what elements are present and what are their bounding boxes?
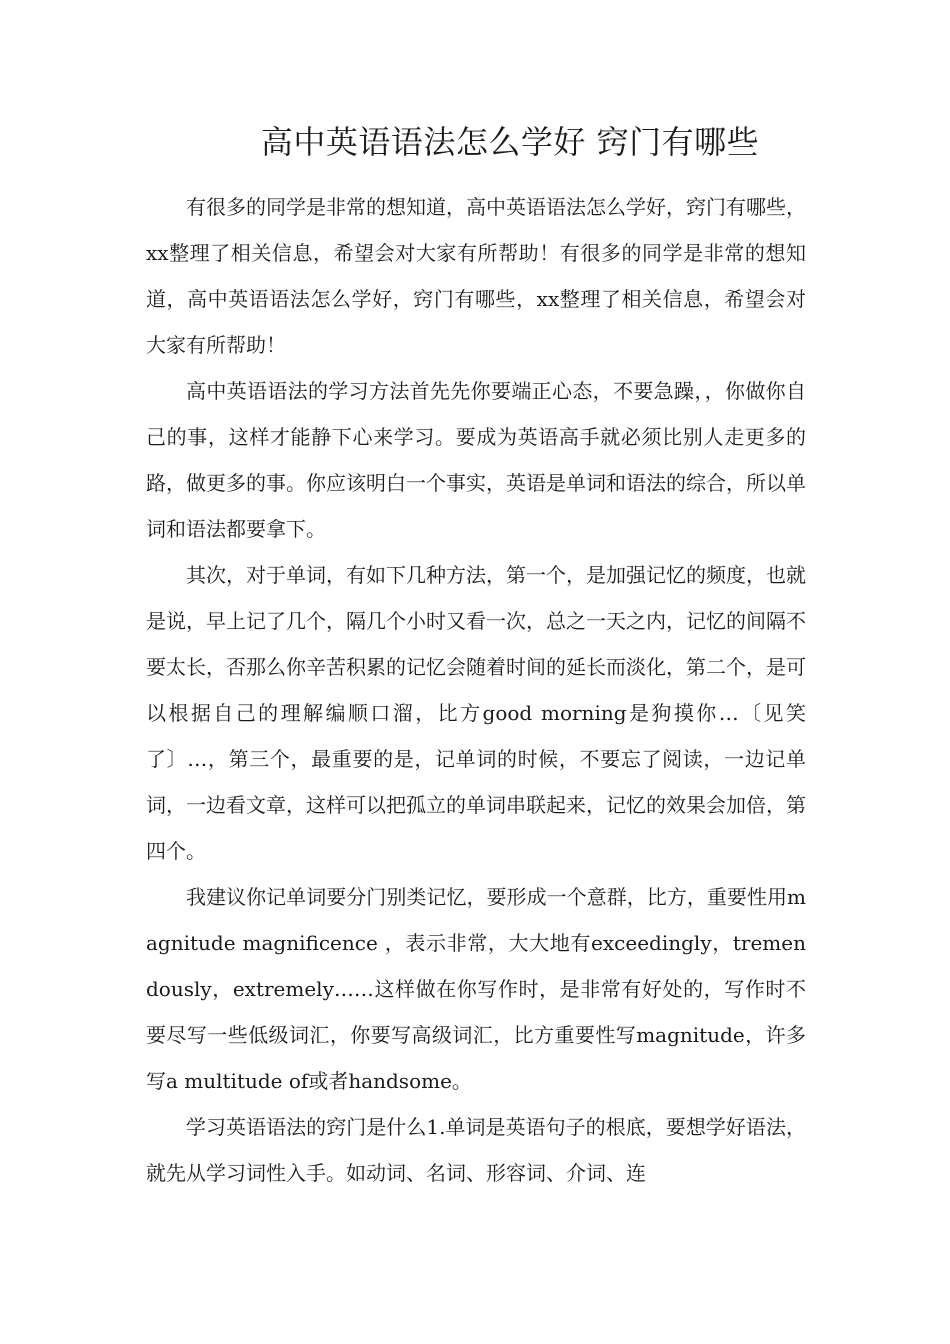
paragraph-grammar-tips: 学习英语语法的窍门是什么1.单词是英语句子的根底，要想学好语法，就先从学习词性入手。如动词、名词、形容词、介词、连 <box>146 1115 806 1185</box>
document-title: 高中英语语法怎么学好 窍门有哪些 <box>260 123 760 161</box>
paragraph-word-groups: 我建议你记单词要分门别类记忆，要形成一个意群，比方，重要性用magnitude magnificence ，表示非常，大大地有exceedingly，tremendously，extremely……这样做在你写作时，是非常有好处的，写作时不要尽写一些低级词汇，你要写高级词汇，比方重要性写magnitude，许多写a multitude of或者handsome。 <box>146 885 806 1093</box>
paragraph-word-memory: 其次，对于单词，有如下几种方法，第一个，是加强记忆的频度，也就是说，早上记了几个，隔几个小时又看一次，总之一天之内，记忆的间隔不要太长，否那么你辛苦积累的记忆会随着时间的延长而淡化，第二个，是可以根据自己的理解编顺口溜，比方good morning是狗摸你…〔见笑了〕…，第三个，最重要的是，记单词的时候，不要忘了阅读，一边记单词，一边看文章，这样可以把孤立的单词串联起来，记忆的效果会加倍，第四个。 <box>146 563 806 863</box>
document-body <box>146 184 806 1196</box>
paragraph-intro: 有很多的同学是非常的想知道，高中英语语法怎么学好，窍门有哪些，xx整理了相关信息，希望会对大家有所帮助！有很多的同学是非常的想知道，高中英语语法怎么学好，窍门有哪些，xx整理了相关信息，希望会对大家有所帮助！ <box>146 195 806 357</box>
paragraph-mindset: 高中英语语法的学习方法首先先你要端正心态，不要急躁，，你做你自己的事，这样才能静下心来学习。要成为英语高手就必须比别人走更多的路，做更多的事。你应该明白一个事实，英语是单词和语法的综合，所以单词和语法都要拿下。 <box>146 379 806 541</box>
